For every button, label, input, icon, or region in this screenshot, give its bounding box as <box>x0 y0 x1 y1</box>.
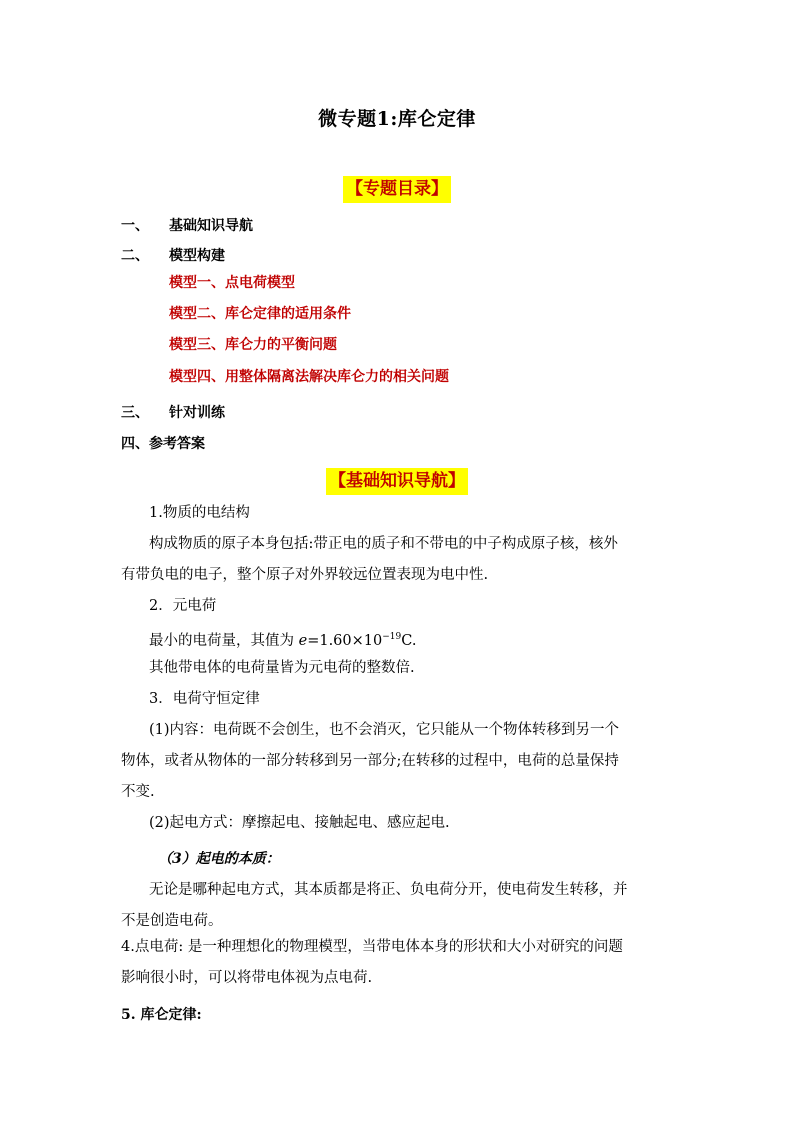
basics-heading-label: 【基础知识导航】 <box>326 468 468 495</box>
paragraph-line: 不变. <box>121 784 155 800</box>
toc-model-3[interactable]: 模型三、库仑力的平衡问题 <box>169 337 337 353</box>
text-fragment: =1.60×10 <box>307 633 383 649</box>
toc-model-4[interactable]: 模型四、用整体隔离法解决库仑力的相关问题 <box>169 369 449 385</box>
section-3-title: 3．电荷守恒定律 <box>149 691 260 707</box>
toc-model-1[interactable]: 模型一、点电荷模型 <box>169 275 295 291</box>
paragraph-line: 其他带电体的电荷量皆为元电荷的整数倍. <box>149 660 415 676</box>
toc-item-answers[interactable]: 四、参考答案 <box>121 436 205 452</box>
paragraph-line: 不是创造电荷。 <box>121 913 223 929</box>
section-1-title: 1.物质的电结构 <box>149 505 250 521</box>
toc-item-num: 二、 <box>121 248 149 264</box>
exponent: −19 <box>382 632 402 642</box>
subsection-title: （3）起电的本质： <box>158 851 280 867</box>
toc-item-text: 针对训练 <box>169 405 225 421</box>
toc-item-1[interactable] <box>121 216 421 236</box>
paragraph-line: (2)起电方式：摩擦起电、接触起电、感应起电. <box>149 815 450 831</box>
paragraph-line: (1)内容：电荷既不会创生，也不会消灭，它只能从一个物体转移到另一个 <box>149 722 620 738</box>
toc-item-num: 三、 <box>121 405 149 421</box>
toc-item-text: 模型构建 <box>169 248 225 264</box>
paragraph-line: 无论是哪种起电方式，其本质都是将正、负电荷分开，使电荷发生转移，并 <box>149 882 628 898</box>
toc-item-num: 一、 <box>121 218 149 234</box>
basics-heading <box>0 468 794 495</box>
section-5-title: 5. 库仑定律: <box>121 1007 202 1023</box>
paragraph-line: 4.点电荷: 是一种理想化的物理模型，当带电体本身的形状和大小对研究的问题 <box>121 939 623 955</box>
section-2-title: 2．元电荷 <box>149 598 217 614</box>
toc-model-2[interactable]: 模型二、库仑定律的适用条件 <box>169 306 351 322</box>
text-fragment: C. <box>401 633 417 649</box>
paragraph-line: 有带负电的电子，整个原子对外界较远位置表现为电中性. <box>121 567 489 583</box>
page-title: 微专题1:库仑定律 <box>318 108 476 130</box>
paragraph-line: 构成物质的原子本身包括:带正电的质子和不带电的中子构成原子核，核外 <box>149 536 618 552</box>
elementary-charge-line <box>149 627 416 651</box>
paragraph-line: 影响很小时，可以将带电体视为点电荷. <box>121 970 373 986</box>
paragraph-line: 物体，或者从物体的一部分转移到另一部分;在转移的过程中，电荷的总量保持 <box>121 753 619 769</box>
toc-heading <box>0 176 794 203</box>
variable-e: e <box>298 633 308 649</box>
toc-item-2[interactable] <box>121 246 421 266</box>
toc-item-3[interactable] <box>121 403 421 423</box>
toc-item-text: 基础知识导航 <box>169 218 253 234</box>
text-fragment: 最小的电荷量，其值为 <box>149 633 299 649</box>
toc-heading-label: 【专题目录】 <box>343 176 451 203</box>
